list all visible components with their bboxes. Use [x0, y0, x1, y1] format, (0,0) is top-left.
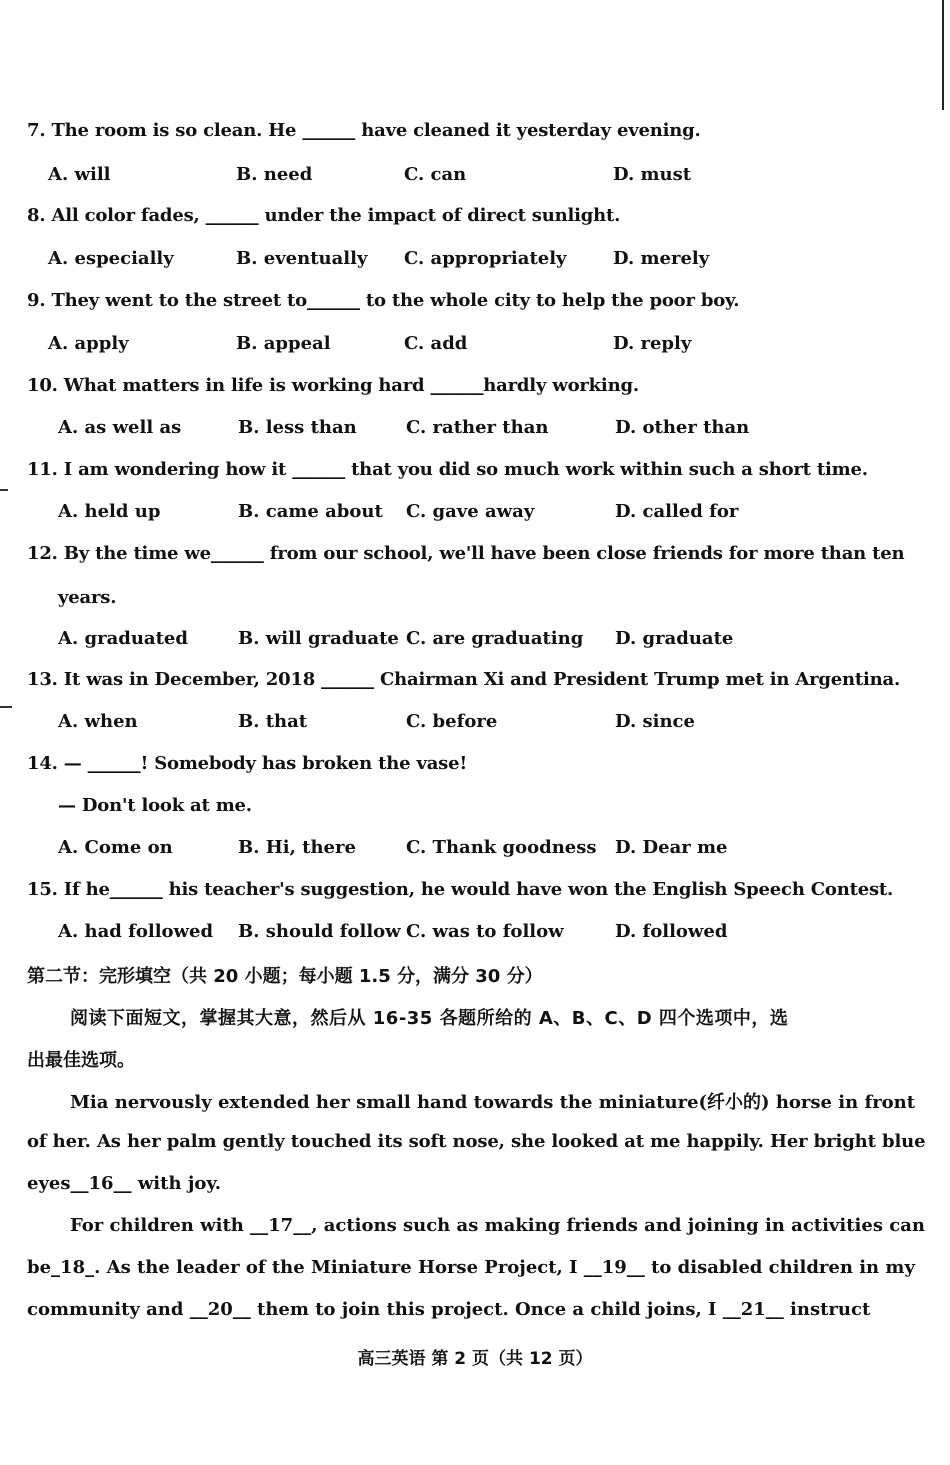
passage-line: be_18_. As the leader of the Miniature Horse Project, I __19__ to disabled children in my: [27, 1257, 915, 1278]
option-b[interactable]: B. less than: [238, 417, 357, 438]
option-c[interactable]: C. was to follow: [406, 921, 564, 942]
option-a[interactable]: A. graduated: [58, 628, 188, 649]
section-instruction: 阅读下面短文，掌握其大意，然后从 16-35 各题所给的 A、B、C、D 四个选项中，选: [70, 1008, 789, 1029]
option-b[interactable]: B. eventually: [236, 248, 368, 269]
question-10-stem: 10. What matters in life is working hard ______hardly working.: [27, 375, 639, 396]
option-b[interactable]: B. Hi, there: [238, 837, 356, 858]
option-b[interactable]: B. came about: [238, 501, 383, 522]
scan-edge-mark: [942, 0, 950, 110]
question-13-stem: 13. It was in December, 2018 ______ Chairman Xi and President Trump met in Argentina.: [27, 669, 901, 690]
option-c[interactable]: C. gave away: [406, 501, 535, 522]
option-c[interactable]: C. before: [406, 711, 498, 732]
question-14-stem: 14. — ______! Somebody has broken the vase!: [27, 753, 468, 774]
question-12-stem: 12. By the time we______ from our school, we'll have been close friends for more than ten: [27, 543, 905, 564]
passage-line: community and __20__ them to join this project. Once a child joins, I __21__ instruct: [27, 1299, 871, 1320]
option-d[interactable]: D. merely: [613, 248, 710, 269]
option-b[interactable]: B. appeal: [236, 333, 331, 354]
option-a[interactable]: A. will: [48, 164, 111, 185]
question-15-stem: 15. If he______ his teacher's suggestion, he would have won the English Speech Contest.: [27, 879, 894, 900]
option-d[interactable]: D. other than: [615, 417, 750, 438]
option-d[interactable]: D. reply: [613, 333, 692, 354]
option-c[interactable]: C. appropriately: [404, 248, 567, 269]
passage-line: of her. As her palm gently touched its soft nose, she looked at me happily. Her bright blue: [27, 1131, 926, 1152]
question-8-stem: 8. All color fades, ______ under the impact of direct sunlight.: [27, 205, 621, 226]
option-c[interactable]: C. add: [404, 333, 468, 354]
option-d[interactable]: D. called for: [615, 501, 739, 522]
option-c[interactable]: C. Thank goodness: [406, 837, 597, 858]
option-d[interactable]: D. must: [613, 164, 692, 185]
option-c[interactable]: C. rather than: [406, 417, 549, 438]
option-d[interactable]: D. since: [615, 711, 695, 732]
option-b[interactable]: B. that: [238, 711, 308, 732]
margin-mark: [0, 706, 12, 708]
option-d[interactable]: D. graduate: [615, 628, 734, 649]
question-12-stem-continued: years.: [58, 587, 117, 608]
option-a[interactable]: A. especially: [48, 248, 174, 269]
option-d[interactable]: D. followed: [615, 921, 728, 942]
passage-line: For children with __17__, actions such as making friends and joining in activities can: [70, 1215, 925, 1236]
section-heading: 第二节：完形填空（共 20 小题；每小题 1.5 分，满分 30 分）: [27, 966, 543, 987]
passage-line: eyes__16__ with joy.: [27, 1173, 221, 1194]
option-b[interactable]: B. will graduate: [238, 628, 399, 649]
option-c[interactable]: C. can: [404, 164, 467, 185]
option-d[interactable]: D. Dear me: [615, 837, 728, 858]
question-14-reply: — Don't look at me.: [58, 795, 252, 816]
option-a[interactable]: A. as well as: [58, 417, 182, 438]
option-b[interactable]: B. should follow: [238, 921, 401, 942]
option-a[interactable]: A. apply: [48, 333, 129, 354]
question-11-stem: 11. I am wondering how it ______ that you did so much work within such a short time.: [27, 459, 868, 480]
option-a[interactable]: A. when: [58, 711, 138, 732]
page-footer: 高三英语 第 2 页（共 12 页）: [357, 1349, 593, 1369]
question-9-stem: 9. They went to the street to______ to the whole city to help the poor boy.: [27, 290, 740, 311]
option-c[interactable]: C. are graduating: [406, 628, 584, 649]
question-7-stem: 7. The room is so clean. He ______ have cleaned it yesterday evening.: [27, 120, 701, 141]
margin-mark: [0, 489, 8, 491]
option-a[interactable]: A. held up: [58, 501, 161, 522]
option-b[interactable]: B. need: [236, 164, 313, 185]
passage-line: Mia nervously extended her small hand towards the miniature(纤小的) horse in front: [70, 1092, 916, 1113]
option-a[interactable]: A. had followed: [58, 921, 214, 942]
option-a[interactable]: A. Come on: [58, 837, 173, 858]
section-instruction-continued: 出最佳选项。: [27, 1050, 135, 1071]
